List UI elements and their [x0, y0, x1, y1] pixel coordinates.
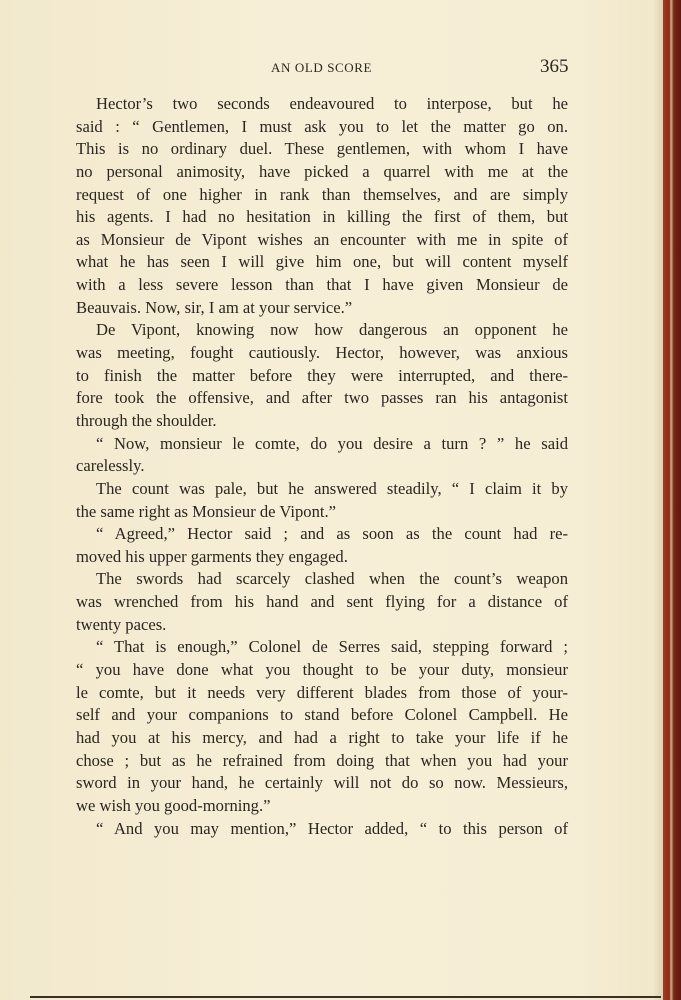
text-line: to finish the matter before they were interrupted, and there- [76, 365, 568, 385]
text-line: “ Now, monsieur le comte, do you desire a turn ? ” he said [96, 433, 568, 453]
text-line: “ Agreed,” Hector said ; and as soon as the count had re- [96, 524, 568, 544]
page-bottom-edge [30, 996, 661, 998]
text-line: chose ; but as he refrained from doing that when you had your [76, 750, 568, 770]
text-line: had you at his mercy, and had a right to take your life if he [76, 727, 568, 747]
text-line: The swords had scarcely clashed when the count’s weapon [96, 569, 568, 589]
text-line: was wrenched from his hand and sent flying for a distance of [76, 592, 568, 612]
text-line: De Vipont, knowing now how dangerous an opponent he [96, 320, 568, 340]
text-line: was meeting, fought cautiously. Hector, however, was anxious [76, 343, 568, 363]
text-line: This is no ordinary duel. These gentlemen, with whom I have [76, 139, 568, 159]
text-line: moved his upper garments they engaged. [76, 546, 348, 566]
text-line: no personal animosity, have picked a quarrel with me at the [76, 161, 568, 181]
gutter-shadow [653, 0, 663, 1000]
running-head [0, 56, 681, 78]
text-line: request of one higher in rank than themselves, and are simply [76, 184, 568, 204]
book-cover-edge [663, 0, 681, 1000]
text-line: through the shoulder. [76, 410, 217, 430]
text-line: with a less severe lesson than that I have given Monsieur de [76, 275, 568, 295]
text-line: “ That is enough,” Colonel de Serres said, stepping forward ; [96, 637, 568, 657]
text-line: carelessly. [76, 456, 145, 476]
text-line: what he has seen I will give him one, but will content myself [76, 252, 568, 272]
text-line: twenty paces. [76, 614, 167, 634]
running-title: AN OLD SCORE [271, 60, 373, 75]
page-number: 365 [540, 56, 569, 77]
text-line: Hector’s two seconds endeavoured to interpose, but he [96, 94, 568, 113]
text-line: fore took the offensive, and after two passes ran his antagonist [76, 388, 568, 408]
text-line: self and your companions to stand before Colonel Campbell. He [76, 705, 568, 725]
text-line: we wish you good-morning.” [76, 795, 271, 815]
text-line: The count was pale, but he answered steadily, “ I claim it by [96, 478, 568, 498]
text-line: “ And you may mention,” Hector added, “ to this person of [96, 818, 568, 838]
text-line: the same right as Monsieur de Vipont.” [76, 501, 336, 521]
text-line: le comte, but it needs very different blades from those of your- [76, 682, 568, 702]
text-line: his agents. I had no hesitation in killing the first of them, but [76, 207, 568, 227]
text-line: said : “ Gentlemen, I must ask you to let the matter go on. [76, 116, 568, 136]
text-line: Beauvais. Now, sir, I am at your service.” [76, 297, 353, 317]
body-text [76, 93, 568, 840]
text-line: as Monsieur de Vipont wishes an encounter with me in spite of [76, 229, 568, 249]
text-line: sword in your hand, he certainly will not do so now. Messieurs, [76, 773, 568, 793]
text-line: “ you have done what you thought to be your duty, monsieur [76, 660, 568, 680]
